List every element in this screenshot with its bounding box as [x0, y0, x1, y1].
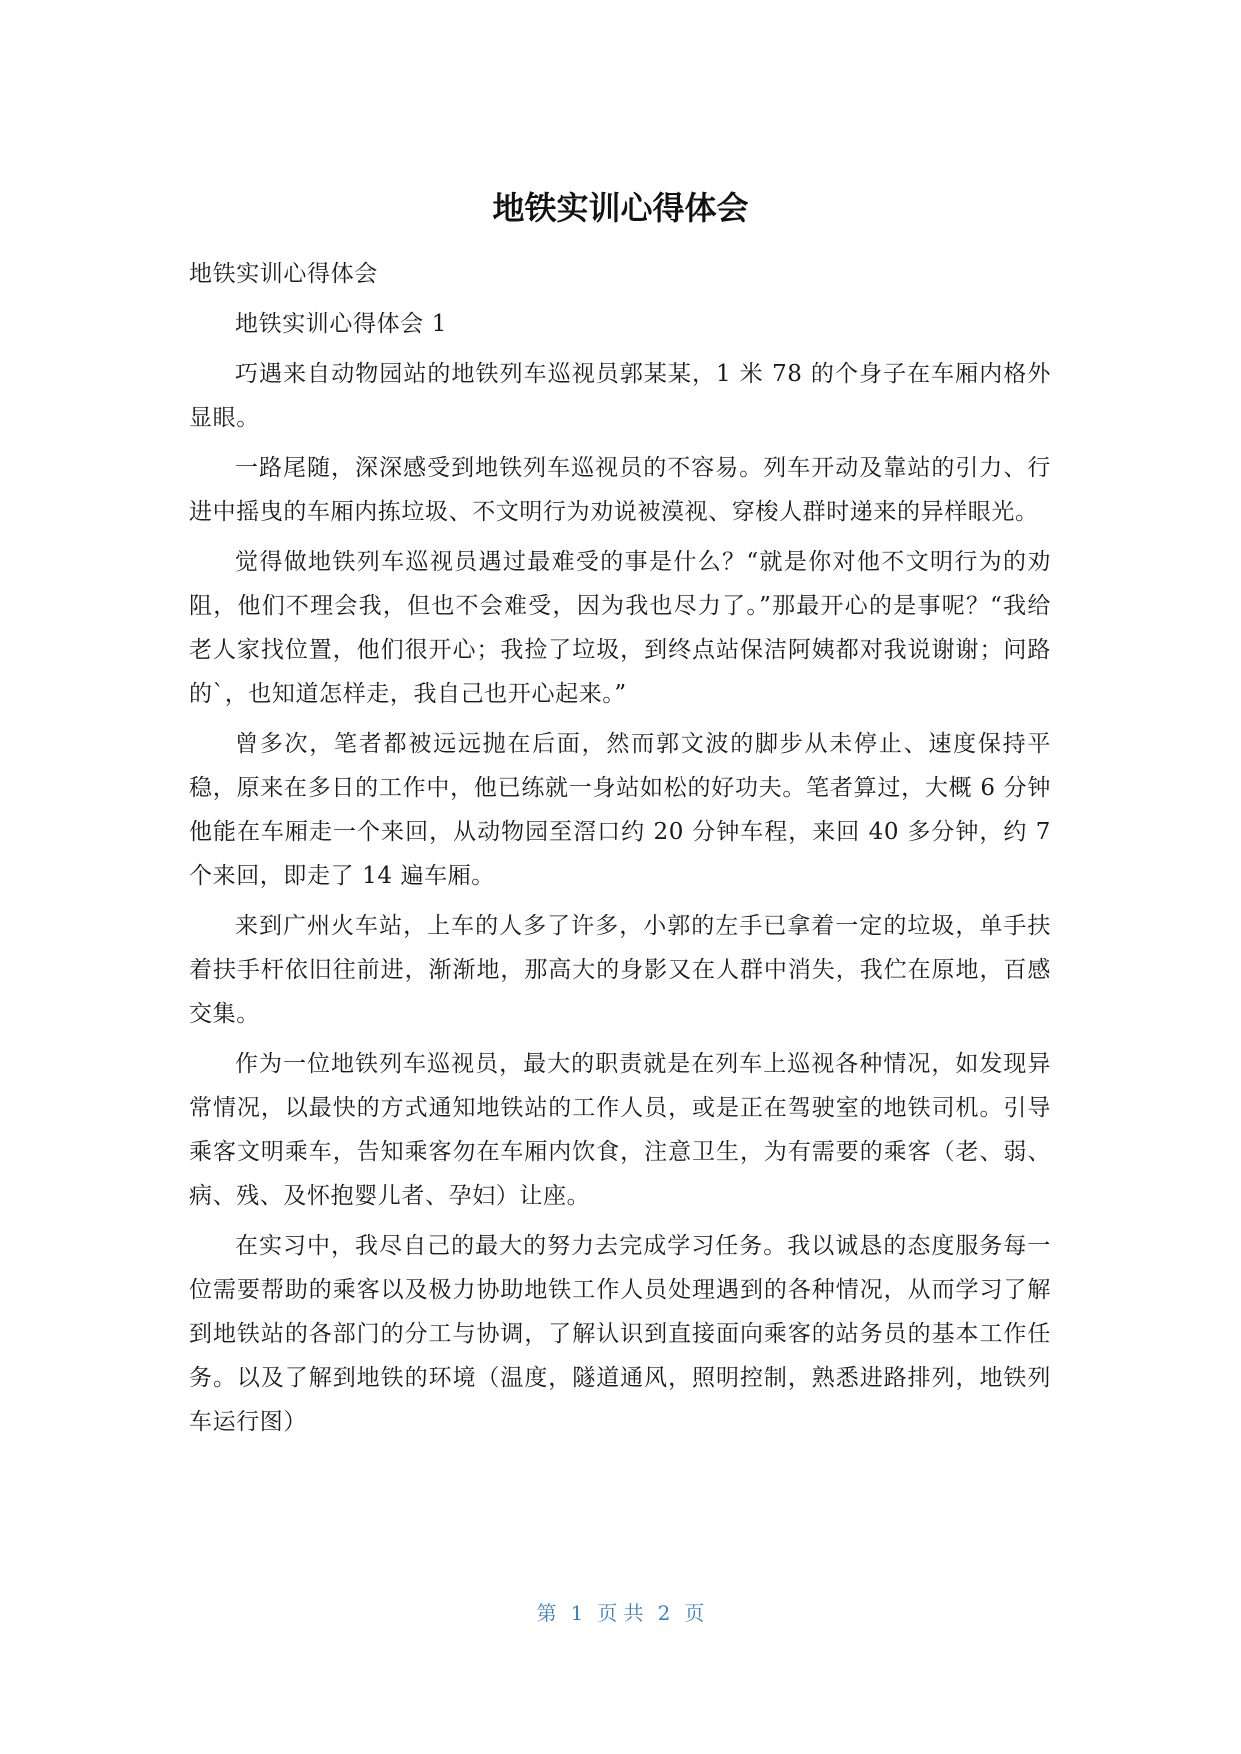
paragraph: 在实习中，我尽自己的最大的努力去完成学习任务。我以诚恳的态度服务每一位需要帮助的乘客以及极力协助地铁工作人员处理遇到的各种情况，从而学习了解到地铁站的各部门的分工与协调，了解认识到直接面向乘客的站务员的基本工作任务。以及了解到地铁的环境（温度，隧道通风，照明控制，熟悉进路排列，地铁列车运行图）: [189, 1233, 1051, 1435]
document-body: [189, 252, 1051, 1450]
subtitle-paragraph: 地铁实训心得体会: [189, 261, 378, 287]
footer-total-pages: 2: [657, 1601, 671, 1625]
footer-word-pages: 页: [684, 1601, 705, 1625]
paragraph: 觉得做地铁列车巡视员遇过最难受的事是什么？“就是你对他不文明行为的劝阻，他们不理会我，但也不会难受，因为我也尽力了。”那最开心的是事呢？“我给老人家找位置，他们很开心；我捡了垃圾，到终点站保洁阿姨都对我说谢谢；问路的`，也知道怎样走，我自己也开心起来。”: [189, 549, 1051, 707]
footer-word-of: 页 共: [597, 1601, 644, 1625]
paragraph: 一路尾随，深深感受到地铁列车巡视员的不容易。列车开动及靠站的引力、行进中摇曳的车厢内拣垃圾、不文明行为劝说被漠视、穿梭人群时递来的异样眼光。: [189, 455, 1051, 525]
paragraph: 来到广州火车站，上车的人多了许多，小郭的左手已拿着一定的垃圾，单手扶着扶手杆依旧往前进，渐渐地，那高大的身影又在人群中消失，我伫在原地，百感交集。: [189, 913, 1051, 1027]
paragraph: 作为一位地铁列车巡视员，最大的职责就是在列车上巡视各种情况，如发现异常情况，以最快的方式通知地铁站的工作人员，或是正在驾驶室的地铁司机。引导乘客文明乘车，告知乘客勿在车厢内饮食，注意卫生，为有需要的乘客（老、弱、病、残、及怀抱婴儿者、孕妇）让座。: [189, 1051, 1051, 1209]
footer-current-page: 1: [570, 1601, 584, 1625]
page-footer: [0, 1599, 1241, 1627]
paragraph: 曾多次，笔者都被远远抛在后面，然而郭文波的脚步从未停止、速度保持平稳，原来在多日的工作中，他已练就一身站如松的好功夫。笔者算过，大概 6 分钟他能在车厢走一个来回，从动物园至滘口约 20 分钟车程，来回 40 多分钟，约 7 个来回，即走了 14 遍车厢。: [189, 731, 1051, 889]
document-title: 地铁实训心得体会: [492, 189, 749, 227]
section-heading: 地铁实训心得体会 1: [235, 311, 447, 337]
footer-word-page: 第: [536, 1601, 557, 1625]
paragraph: 巧遇来自动物园站的地铁列车巡视员郭某某，1 米 78 的个身子在车厢内格外显眼。: [189, 361, 1051, 431]
